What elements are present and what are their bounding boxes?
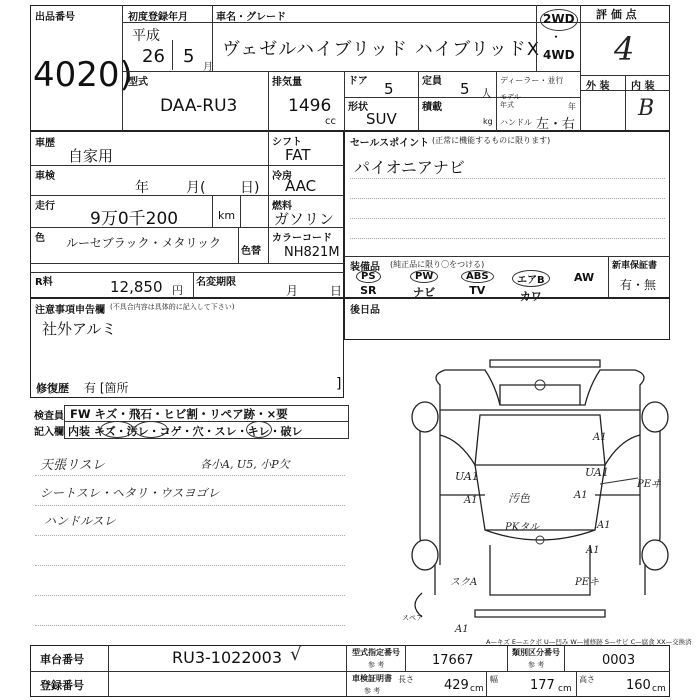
chassis-check: √ xyxy=(290,644,302,665)
drive-2wd: 2WD xyxy=(543,12,575,26)
recycle-unit: 円 xyxy=(172,284,183,297)
name-change-label: 名変期限 xyxy=(196,277,236,288)
color-value: ルーセブラック・メタリック xyxy=(66,236,222,250)
grade-value: 4 xyxy=(614,30,635,68)
car-diagram xyxy=(400,355,680,630)
color-code-label: カラーコード xyxy=(272,233,332,244)
car-name: ヴェゼルハイブリッド ハイブリッドX xyxy=(222,39,541,60)
dealer-label: ディーラー・並行 xyxy=(500,76,564,85)
shape-label: 形状 xyxy=(348,102,368,113)
mark-a1-front-right: A1 xyxy=(593,432,607,443)
equip-pw: PW ナビ xyxy=(410,270,438,300)
inspector-label-top: 検査員 xyxy=(34,411,64,422)
aftermarket-label: 後日品 xyxy=(350,305,380,316)
mileage-value: 9万0千200 xyxy=(90,209,179,229)
ac-value: AAC xyxy=(285,177,317,195)
inspector-label-bottom: 記入欄 xyxy=(34,427,64,438)
mark-a1-right-mid: A1 xyxy=(574,490,588,501)
model-value: DAA-RU3 xyxy=(160,96,238,116)
mark-rear-window: PKタル xyxy=(505,522,540,533)
dims-width-unit: cm xyxy=(558,684,572,694)
recycle-label: R料 xyxy=(35,277,53,288)
exterior-label: 外 装 xyxy=(586,81,610,92)
mark-right-rear: PEキ xyxy=(575,577,600,588)
notes-label: 注意事項申告欄 xyxy=(35,305,105,316)
dims-height-label: 高さ xyxy=(579,675,595,684)
first-reg-month-unit: 月 xyxy=(203,62,213,73)
displacement-value: 1496 xyxy=(288,96,332,116)
repair-bracket: ] xyxy=(336,376,342,392)
class-no-value: 0003 xyxy=(602,653,636,668)
handwritten-note-right: 各小A, U5, 小P欠 xyxy=(200,458,290,471)
equip-aw: AW xyxy=(574,271,595,284)
doors-value: 5 xyxy=(384,80,394,98)
repair-value: 有 [箇所 xyxy=(84,381,129,395)
type-no-value: 17667 xyxy=(432,653,474,668)
lot-number: 4020) xyxy=(33,55,133,95)
load-label: 積載 xyxy=(422,102,442,113)
class-no-label: 類別区分番号 xyxy=(512,648,560,657)
repair-label: 修復歴 xyxy=(36,382,69,395)
color-change-label: 色替 xyxy=(241,246,261,257)
shape-value: SUV xyxy=(366,110,397,128)
dims-length: 429 xyxy=(444,678,469,693)
dims-length-unit: cm xyxy=(470,684,484,694)
model-label: 型式 xyxy=(128,77,148,88)
inspection-year: 年 xyxy=(135,180,149,196)
load-unit: kg xyxy=(483,117,493,126)
chassis-value: RU3-1022003 xyxy=(172,648,283,667)
first-reg-era: 平成 xyxy=(132,28,160,44)
warranty-value: 有・無 xyxy=(620,278,657,292)
sales-point-note: (正常に機能するものに限ります) xyxy=(432,136,551,145)
handle-label: ハンドル xyxy=(500,118,532,127)
equip-ps: PS SR xyxy=(356,270,381,297)
model-year-unit: 年 xyxy=(568,102,576,111)
fuel-value: ガソリン xyxy=(274,210,335,228)
inspection-month: 月( xyxy=(186,180,206,196)
ac-label: 冷房 xyxy=(272,171,292,182)
mark-ua1-right: UA1 xyxy=(585,466,609,479)
recycle-value: 12,850 xyxy=(110,278,163,296)
aftermarket-frame xyxy=(344,298,670,340)
type-no-sub: 参 考 xyxy=(368,661,385,669)
spare-label: スペア xyxy=(402,614,423,622)
dims-sub: 参 考 xyxy=(364,687,381,695)
inspection-day: 日) xyxy=(240,180,260,196)
dims-width-label: 幅 xyxy=(490,675,498,684)
dims-length-label: 長さ xyxy=(398,675,414,684)
handwritten-note-2: シートスレ・ヘタリ・ウスヨゴレ xyxy=(40,486,220,500)
equip-airbag: エアB カワ xyxy=(512,270,550,304)
mark-roof: 汚色 xyxy=(508,492,530,505)
dims-width: 177 xyxy=(530,678,555,693)
fuel-label: 燃料 xyxy=(272,201,292,212)
equipment-label: 装備品 xyxy=(350,262,380,273)
displacement-unit: cc xyxy=(325,116,336,127)
mark-left-rear: スクA xyxy=(450,577,478,588)
handwritten-note-3: ハンドルスレ xyxy=(44,514,116,528)
history-label: 車歴 xyxy=(35,138,55,149)
name-change-month: 月 xyxy=(286,284,299,298)
displacement-label: 排気量 xyxy=(272,77,302,88)
drive-dot: ・ xyxy=(550,30,563,44)
interior-value: B xyxy=(638,96,655,121)
color-code: NH821M xyxy=(284,245,340,260)
damage-legend: A—キズ E—エクボ U—凹み W—補修跡 S—サビ C—腐食 XX—交換済 xyxy=(486,638,692,646)
capacity-label: 定員 xyxy=(422,76,442,87)
chassis-label: 車台番号 xyxy=(40,653,84,666)
capacity-value: 5 xyxy=(460,80,470,98)
first-reg-year: 26 xyxy=(142,46,165,67)
mark-a1-bottom: A1 xyxy=(455,624,469,635)
equip-abs: ABS TV xyxy=(461,270,494,297)
grade-label: 評 価 点 xyxy=(596,8,637,21)
shift-value: FAT xyxy=(285,146,311,164)
pet-leader-line xyxy=(600,470,640,490)
dims-height-unit: cm xyxy=(652,684,666,694)
sales-point-value: パイオニアナビ xyxy=(354,158,465,177)
handwritten-note-1: 天張リスレ xyxy=(40,458,105,473)
model-year-label: モデル年式 xyxy=(500,93,521,109)
first-reg-month: 5 xyxy=(183,46,195,67)
name-label: 車名・グレード xyxy=(216,12,286,23)
mileage-label: 走行 xyxy=(35,201,55,212)
mark-a1-left-mid: A1 xyxy=(464,495,478,506)
doors-label: ドア xyxy=(348,76,368,87)
registration-label: 登録番号 xyxy=(40,679,84,692)
lot-label: 出品番号 xyxy=(35,12,75,23)
dims-height: 160 xyxy=(626,678,651,693)
warranty-label: 新車保証書 xyxy=(612,261,658,271)
handle-value: 左・右 xyxy=(536,117,576,132)
mark-a1-right-low: A1 xyxy=(586,545,600,556)
notes-value: 社外アルミ xyxy=(42,320,117,338)
inspector-row2: 内装 キズ・汚レ・コゲ・穴・スレ・キレ・破レ xyxy=(68,425,303,438)
history-value: 自家用 xyxy=(68,147,114,165)
type-no-label: 型式指定番号 xyxy=(352,648,400,657)
inspector-row1: FW キズ・飛石・ヒビ割・リペア跡・×要 xyxy=(70,407,288,421)
interior-label: 内 装 xyxy=(631,81,655,92)
mileage-unit: km xyxy=(218,209,236,222)
notes-note: (不具合内容は具体的に記入して下さい) xyxy=(110,303,235,311)
shift-label: シフト xyxy=(272,137,302,148)
name-change-day: 日 xyxy=(330,284,343,298)
class-no-sub: 参 考 xyxy=(528,661,545,669)
first-reg-label: 初度登録年月 xyxy=(128,12,188,23)
dims-label: 車検証明書 xyxy=(352,674,392,683)
sales-point-label: セールスポイント xyxy=(350,138,430,149)
inspection-label: 車検 xyxy=(35,171,55,182)
drive-4wd: 4WD xyxy=(543,48,575,62)
capacity-unit: 人 xyxy=(481,87,492,100)
mark-pet: PEヰ xyxy=(637,479,662,490)
mark-a1-right-rear: A1 xyxy=(597,520,611,531)
mark-ua1-left: UA1 xyxy=(455,470,479,483)
color-label: 色 xyxy=(35,233,45,244)
equipment-note: (純正品に限り〇をつける) xyxy=(390,260,485,269)
